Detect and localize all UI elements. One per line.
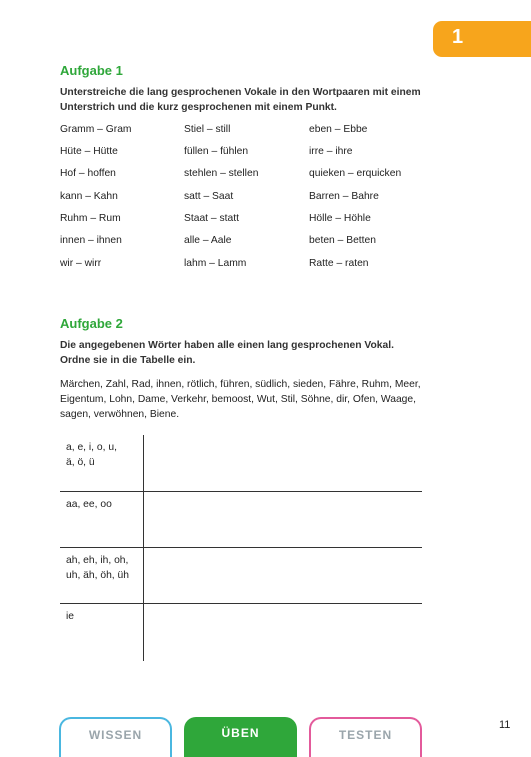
task1-instruction-line-1: Unterstreiche die lang gesprochenen Vokale in den Wortpaaren mit einem — [60, 87, 421, 98]
word-pair: Ratte – raten — [309, 258, 369, 269]
table-column-divider — [143, 435, 144, 661]
word-pair: beten – Betten — [309, 235, 376, 246]
page-number: 11 — [499, 719, 511, 731]
tab-wissen[interactable] — [59, 717, 172, 757]
word-pair: eben – Ebbe — [309, 124, 368, 135]
word-pair: Hüte – Hütte — [60, 146, 118, 157]
chapter-number: 1 — [452, 26, 464, 48]
word-pair: alle – Aale — [184, 235, 232, 246]
word-pair: Ruhm – Rum — [60, 213, 121, 224]
word-pair: lahm – Lamm — [184, 258, 247, 269]
row-label-line: aa, ee, oo — [66, 499, 112, 510]
word-pair: quieken – erquicken — [309, 168, 402, 179]
word-pair: wir – wirr — [60, 258, 102, 269]
word-pair: Gramm – Gram — [60, 124, 132, 135]
tab-ueben[interactable] — [184, 717, 297, 757]
tab-testen[interactable] — [309, 717, 422, 757]
table-row-divider — [60, 491, 422, 492]
table-row-label-ie — [66, 609, 74, 624]
row-label-line: ä, ö, ü — [66, 457, 95, 468]
table-row-label-vowel-h — [66, 553, 129, 583]
table-row-divider — [60, 547, 422, 548]
row-label-line: ah, eh, ih, oh, — [66, 555, 129, 566]
chapter-tab — [433, 21, 531, 57]
word-pair: Hölle – Höhle — [309, 213, 371, 224]
row-label-line: uh, äh, öh, üh — [66, 570, 129, 581]
word-pair: irre – ihre — [309, 146, 353, 157]
word-pair: Stiel – still — [184, 124, 231, 135]
word-pair: innen – ihnen — [60, 235, 122, 246]
word-pair: stehlen – stellen — [184, 168, 259, 179]
tab-wissen-label: WISSEN — [88, 728, 143, 742]
word-pair: Barren – Bahre — [309, 191, 379, 202]
table-row-divider — [60, 603, 422, 604]
word-pair: füllen – fühlen — [184, 146, 249, 157]
word-pair: Staat – statt — [184, 213, 239, 224]
tab-testen-label: TESTEN — [338, 728, 393, 742]
row-label-line: a, e, i, o, u, — [66, 442, 117, 453]
word-pair: satt – Saat — [184, 191, 234, 202]
task1-instruction-line-2: Unterstrich und die kurz gesprochenen mit einem Punkt. — [60, 102, 337, 113]
row-label-line: ie — [66, 611, 75, 622]
table-row-label-double-vowels — [66, 497, 112, 512]
table-row-label-vowels — [66, 440, 117, 470]
word-list: Märchen, Zahl, Rad, ihnen, rötlich, führen, südlich, sieden, Fähre, Ruhm, Meer, Eigentum, Lohn, Dame, Verkehr, bemoost, Wut, Stil, Söhne, dir, Ofen, Waage, sagen, verwöhnen, Biene. — [60, 379, 421, 420]
task2-heading: Aufgabe 2 — [60, 316, 123, 331]
word-pair: kann – Kahn — [60, 191, 118, 202]
task2-instruction-line-2: Ordne sie in die Tabelle ein. — [60, 355, 196, 366]
word-pair: Hof – hoffen — [60, 168, 116, 179]
task2-instruction-line-1: Die angegebenen Wörter haben alle einen lang gesprochenen Vokal. — [60, 340, 394, 351]
task1-heading: Aufgabe 1 — [60, 63, 123, 78]
tab-ueben-label: ÜBEN — [221, 726, 260, 740]
